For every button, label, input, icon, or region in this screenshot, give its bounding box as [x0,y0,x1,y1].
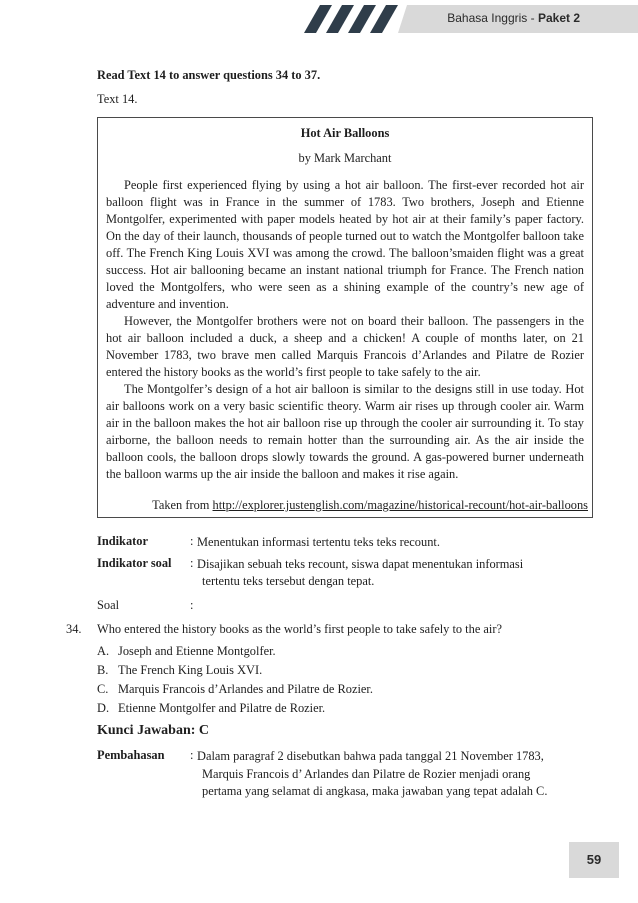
indikator-label: Indikator [97,534,148,548]
header-stripes [302,5,406,33]
option-letter: A. [97,644,110,658]
indikator-soal-line2: tertentu teks tersebut dengan tepat. [202,574,375,588]
header-title [447,11,580,25]
option-text: The French King Louis XVI. [118,663,263,677]
header-package: Paket 2 [537,11,580,25]
pembahasan-line: Marquis Francois d’ Arlandes dan Pilatre de Rozier menjadi orang [202,766,531,781]
paragraph: People first experienced flying by using a hot air balloon. The first-ever recorded hot air balloon flight was in France in the summer of 1783. Two brothers, Joseph and Etienne Montgolfer, experimented with paper models heated by hot air at their family’s paper factory. On the day of their launch, thousands of people turned out to watch the Montgolfer balloon take off. The French King Louis XVI was among the crowd. The balloon’smaiden flight was a great success. Hot air ballooning became an instant national triumph for France. The French nation loved the Montgolfers, who were seen as a shining example of the country’s new age of adventure and invention. [106,178,584,311]
option-letter: D. [97,701,110,715]
text-author: by Mark Marchant [298,151,392,165]
source-link[interactable]: http://explorer.justenglish.com/magazine/historical-recount/hot-air-balloons [212,498,588,512]
option-letter: B. [97,663,109,677]
instruction: Read Text 14 to answer questions 34 to 37. [97,68,321,82]
soal-label: Soal [97,598,120,612]
option-text: Etienne Montgolfer and Pilatre de Rozier. [118,701,326,715]
paragraph: The Montgolfer’s design of a hot air balloon is similar to the designs still in use today. Hot air balloons work on a very basic scientific theory. Warm air rises up through cooler air. Warm air in the balloon makes the hot air balloon rise up through the cooler air surrounding it. To stay airborne, the balloon needs to remain hotter than the surrounding air. As the air inside the balloon cools, the balloon drops slowly towards the ground. A gas-powered burner underneath the balloon warms up the air inside the balloon and makes it rise again. [106,382,584,481]
indikator-value: Menentukan informasi tertentu teks teks recount. [197,535,440,549]
pembahasan-label: Pembahasan [97,748,165,762]
text-title: Hot Air Balloons [300,126,390,140]
source-prefix: Taken from [152,498,213,512]
option-text: Marquis Francois d’Arlandes and Pilatre de Rozier. [118,682,373,696]
reading-text-box [97,117,593,518]
answer-key: Kunci Jawaban: C [97,723,210,738]
option-text: Joseph and Etienne Montgolfer. [118,644,276,658]
text-label: Text 14. [97,92,138,106]
source-citation [152,498,588,513]
paragraph: However, the Montgolfer brothers were not on board their balloon. The passengers in the hot air balloon included a duck, a sheep and a chicken! A couple of months later, on 21 November 1783, two brave men called Marquis Francois d’Arlandes and Pilatre de Rozier entered the history books as the world’s first people to take safely to the air. [106,314,584,379]
option-letter: C. [97,682,109,696]
indikator-soal-label: Indikator soal [97,556,172,570]
indikator-soal-colon: : [190,556,194,570]
pembahasan-line: pertama yang selamat di angkasa, maka jawaban yang tepat adalah C. [202,784,548,798]
header-subject: Bahasa Inggris - [447,11,538,25]
page-number: 59 [586,852,602,867]
question-number: 34. [66,622,82,636]
indikator-colon: : [190,534,194,548]
question-text: Who entered the history books as the world’s first people to take safely to the air? [97,622,502,636]
pembahasan-colon: : [190,748,194,762]
text-body [106,177,584,483]
pembahasan-line: Dalam paragraf 2 disebutkan bahwa pada tanggal 21 November 1783, [197,749,544,763]
page-number-box [569,842,619,878]
indikator-soal-line1: Disajikan sebuah teks recount, siswa dapat menentukan informasi [197,557,524,571]
pembahasan-text [197,748,577,801]
soal-colon: : [190,598,194,612]
